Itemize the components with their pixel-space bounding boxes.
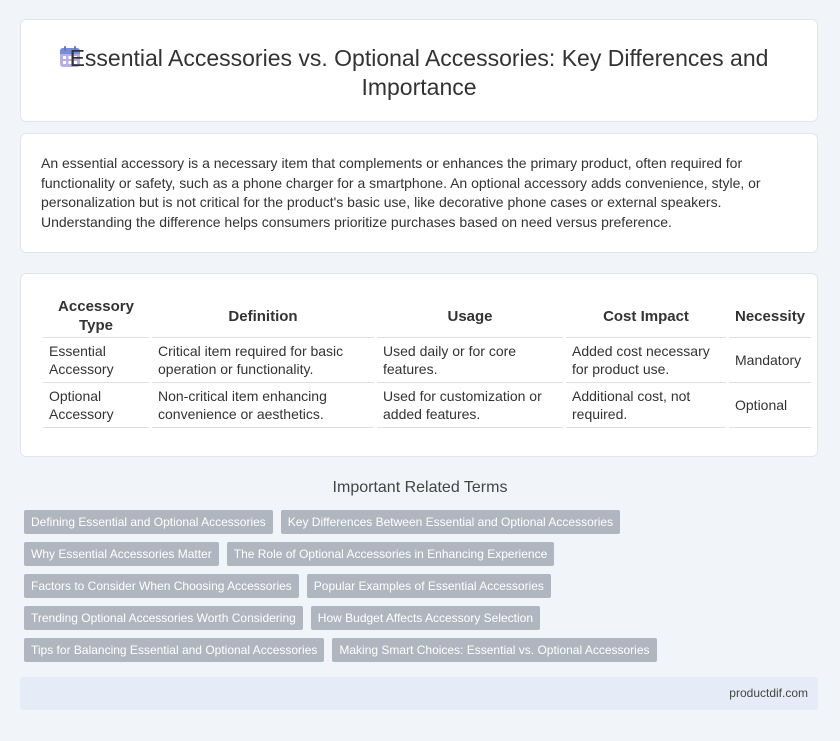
table-cell: Added cost necessary for product use. bbox=[565, 338, 728, 383]
table-cell: Non-critical item enhancing convenience or aesthetics. bbox=[151, 383, 376, 428]
intro-paragraph: An essential accessory is a necessary item that complements or enhances the primary product, often required for functionality or safety, such as a phone charger for a smartphone. An optional accessory adds convenience, style, or personalization but is not critical for the product's basic use, like decorative phone cases or external speakers. Understanding the difference helps consumers prioritize purchases based on need versus preference. bbox=[41, 155, 761, 230]
related-term-tag[interactable]: Factors to Consider When Choosing Accessories bbox=[24, 574, 299, 598]
page-title: Essential Accessories vs. Optional Accessories: Key Differences and Importance bbox=[69, 45, 769, 100]
table-cell: Mandatory bbox=[728, 338, 812, 383]
related-term-tag[interactable]: Defining Essential and Optional Accessories bbox=[24, 510, 273, 534]
footer-bar bbox=[20, 677, 818, 710]
related-term-tag[interactable]: The Role of Optional Accessories in Enhancing Experience bbox=[227, 542, 555, 566]
table-cell: Used for customization or added features. bbox=[376, 383, 565, 428]
footer-site-link[interactable]: productdif.com bbox=[729, 686, 808, 700]
comparison-table-card bbox=[20, 273, 818, 457]
related-term-tag[interactable]: Trending Optional Accessories Worth Considering bbox=[24, 606, 303, 630]
comparison-table bbox=[43, 295, 811, 428]
table-cell: Essential Accessory bbox=[43, 338, 151, 383]
table-cell: Additional cost, not required. bbox=[565, 383, 728, 428]
column-header-cost-impact: Cost Impact bbox=[565, 295, 728, 338]
column-header-definition: Definition bbox=[151, 295, 376, 338]
intro-card bbox=[20, 133, 818, 253]
table-cell: Critical item required for basic operation or functionality. bbox=[151, 338, 376, 383]
header-card bbox=[20, 19, 818, 122]
related-terms-list bbox=[24, 510, 824, 670]
table-cell: Used daily or for core features. bbox=[376, 338, 565, 383]
column-header-necessity: Necessity bbox=[728, 295, 812, 338]
table-row bbox=[43, 383, 811, 428]
table-cell: Optional bbox=[728, 383, 812, 428]
column-header-accessory-type: Accessory Type bbox=[43, 295, 151, 338]
related-term-tag[interactable]: Making Smart Choices: Essential vs. Optional Accessories bbox=[332, 638, 656, 662]
related-term-tag[interactable]: Popular Examples of Essential Accessories bbox=[307, 574, 551, 598]
related-terms-title: Important Related Terms bbox=[332, 479, 508, 496]
table-row bbox=[43, 338, 811, 383]
related-term-tag[interactable]: Key Differences Between Essential and Optional Accessories bbox=[281, 510, 620, 534]
table-header-row bbox=[43, 295, 811, 338]
related-term-tag[interactable]: Tips for Balancing Essential and Optional Accessories bbox=[24, 638, 324, 662]
table-cell: Optional Accessory bbox=[43, 383, 151, 428]
related-term-tag[interactable]: Why Essential Accessories Matter bbox=[24, 542, 219, 566]
related-term-tag[interactable]: How Budget Affects Accessory Selection bbox=[311, 606, 540, 630]
column-header-usage: Usage bbox=[376, 295, 565, 338]
